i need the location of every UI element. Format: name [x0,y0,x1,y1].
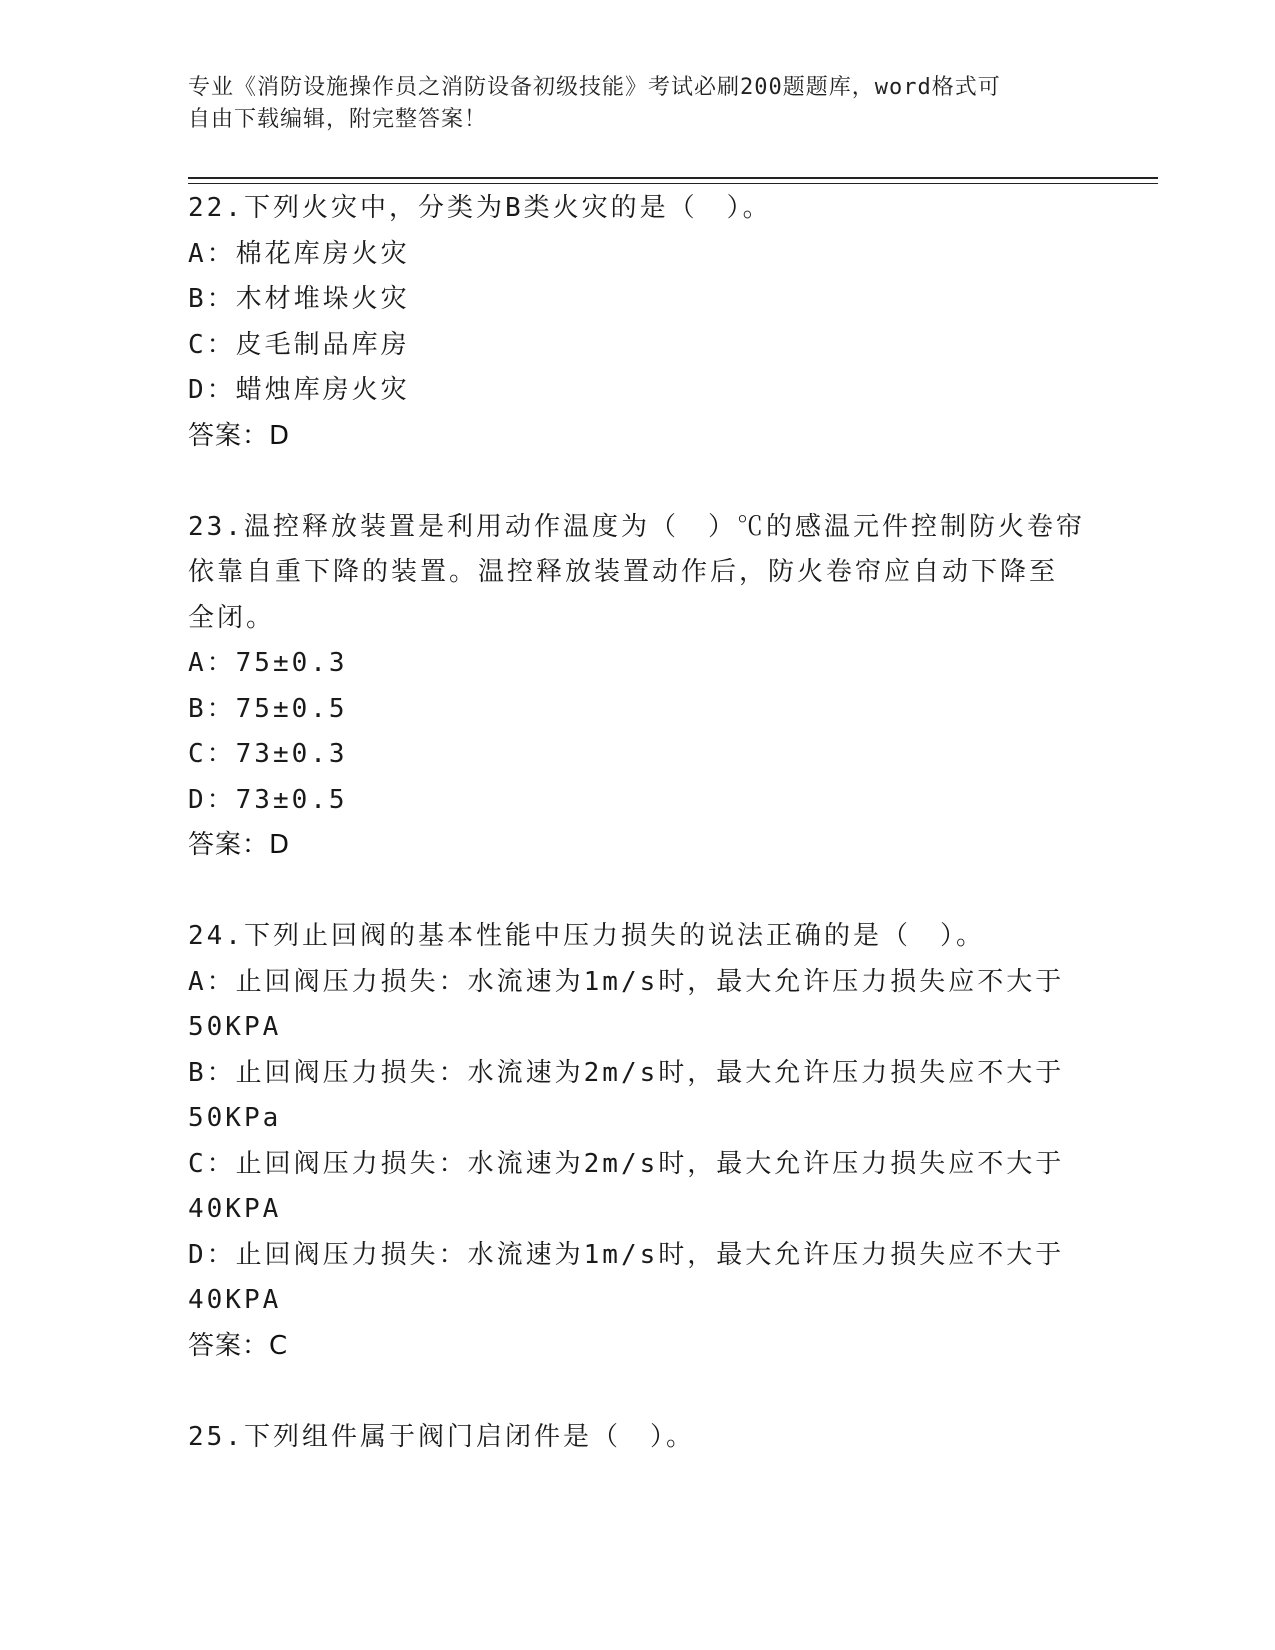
question-block [188,505,1088,869]
question-list [188,186,1088,1460]
answer-option-line: D：73±0.5 [188,784,348,815]
answer-option [188,641,1088,687]
answer-key: 答案：D [188,830,291,860]
header-divider-thin [188,183,1158,184]
answer-option [188,277,1088,323]
header-divider-thick [188,177,1158,179]
question-spacer [188,869,1088,915]
answer-key: 答案：C [188,1330,289,1361]
question-stem-line: 25.下列组件属于阀门启闭件是（ ）。 [188,1421,695,1452]
answer-option [188,732,1088,778]
question-spacer [188,459,1088,505]
question-block [188,186,1088,459]
answer-option [188,232,1088,278]
answer-option-line: A：止回阀压力损失：水流速为1m/s时，最大允许压力损失应不大于 [188,966,1065,997]
answer-option-line: 50KPa [188,1103,282,1133]
header-line-2: 自由下载编辑，附完整答案！ [188,107,488,132]
question-stem-line: 24.下列止回阀的基本性能中压力损失的说法正确的是（ ）。 [188,921,985,951]
question-stem-line: 22.下列火灾中，分类为B类火灾的是（ ）。 [188,193,772,223]
answer-option-line: A：75±0.3 [188,648,348,678]
answer-option [188,687,1088,733]
answer-option-line: 40KPA [188,1194,282,1224]
answer-option [188,1142,1088,1233]
answer-option [188,323,1088,369]
question-stem-line: 全闭。 [188,602,276,633]
question-stem-line: 依靠自重下降的装置。温控释放装置动作后，防火卷帘应自动下降至 [188,557,1059,587]
answer-option-line: 50KPA [188,1012,282,1042]
question-block [188,1415,1088,1461]
header-line-1: 专业《消防设施操作员之消防设备初级技能》考试必刷200题题库，word格式可 [188,75,1001,100]
document-header [188,72,1088,136]
answer-option-line: B：木材堆垛火灾 [188,284,410,314]
answer-option-line: B：75±0.5 [188,693,348,724]
question-spacer [188,1369,1088,1415]
question-stem-line: 23.温控释放装置是利用动作温度为（ ）℃的感温元件控制防火卷帘 [188,511,1085,542]
answer-option-line: B：止回阀压力损失：水流速为2m/s时，最大允许压力损失应不大于 [188,1057,1065,1088]
answer-option-line: 40KPA [188,1285,282,1315]
answer-option-line: D：蜡烛库房火灾 [188,375,410,405]
answer-option-line: C：73±0.3 [188,739,348,769]
answer-option-line: C：止回阀压力损失：水流速为2m/s时，最大允许压力损失应不大于 [188,1148,1065,1179]
answer-key: 答案：D [188,420,291,451]
answer-option [188,368,1088,414]
answer-option-line: D：止回阀压力损失：水流速为1m/s时，最大允许压力损失应不大于 [188,1239,1065,1270]
question-block [188,914,1088,1369]
answer-option [188,778,1088,824]
answer-option-line: A：棉花库房火灾 [188,238,410,269]
answer-option [188,1051,1088,1142]
answer-option [188,1233,1088,1324]
answer-option [188,960,1088,1051]
answer-option-line: C：皮毛制品库房 [188,329,410,360]
